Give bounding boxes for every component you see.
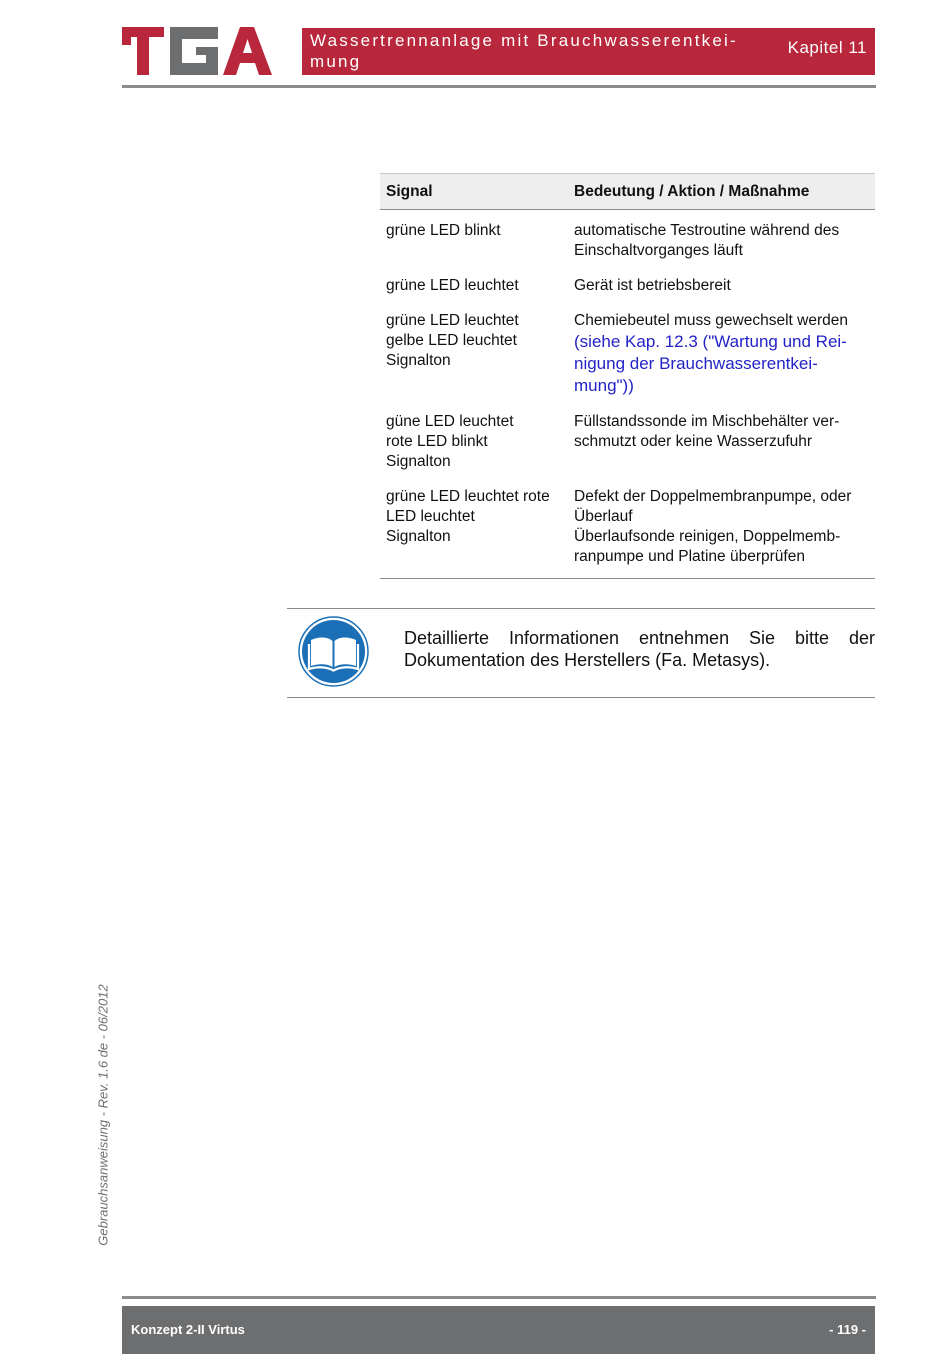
table-row [380, 401, 875, 476]
signal-cell [380, 265, 568, 300]
signal-line: gelbe LED leuchtet [386, 332, 517, 349]
meaning-line: Überlauf [574, 508, 633, 525]
signal-cell [380, 210, 568, 266]
chapter-reference-link[interactable] [574, 331, 869, 353]
document-revision-label: Gebrauchsanweisung - Rev. 1.6 de - 06/2012 [95, 984, 111, 1246]
header-title [310, 30, 780, 72]
link-prefix: ( [574, 332, 580, 351]
header-title-line: Wassertrennanlage mit Brauchwasserentkei- [310, 31, 738, 50]
meaning-line: Einschaltvorganges läuft [574, 242, 743, 259]
table-row [380, 210, 875, 266]
header-rule [122, 85, 876, 88]
signal-line: güne LED leuchtet [386, 413, 514, 430]
meaning-cell [568, 401, 875, 476]
signal-line: Signalton [386, 352, 451, 369]
page-number: - 119 - [829, 1322, 866, 1337]
signal-line: Signalton [386, 528, 451, 545]
product-name: Konzept 2-II Virtus [131, 1322, 245, 1337]
signal-cell [380, 476, 568, 579]
note-text: Detaillierte Informationen entnehmen Sie bitte der Dokumentation des Herstellers (Fa. Metasys). [404, 628, 875, 670]
meaning-cell [568, 476, 875, 579]
header-bar [302, 28, 875, 75]
meaning-cell [568, 300, 875, 401]
note-rule-bottom [287, 697, 875, 698]
chapter-label: Kapitel 11 [787, 38, 867, 57]
signal-line: Signalton [386, 453, 451, 470]
table-row [380, 476, 875, 579]
column-header-signal: Signal [380, 174, 568, 210]
signal-cell [380, 401, 568, 476]
header-title-line: mung [310, 52, 362, 71]
signal-line: rote LED blinkt [386, 433, 488, 450]
meaning-line: Gerät ist betriebsbereit [574, 277, 731, 294]
note-rule-top [287, 608, 875, 609]
signal-line: grüne LED blinkt [386, 222, 501, 239]
meaning-line: automatische Testroutine während des [574, 222, 840, 239]
book-icon [298, 616, 369, 687]
meaning-cell [568, 265, 875, 300]
meaning-line: ranpumpe und Platine überprüfen [574, 548, 805, 565]
signal-line: grüne LED leuchtet [386, 277, 519, 294]
table-header-row [380, 174, 875, 210]
table-row [380, 265, 875, 300]
link-text: siehe Kap. 12.3 ("Wartung und Rei- [579, 332, 847, 351]
signal-line: grüne LED leuchtet [386, 312, 519, 329]
meaning-line: Überlaufsonde reinigen, Doppelmemb- [574, 528, 841, 545]
chapter-reference-link[interactable]: nigung der Brauchwasserentkei- [574, 354, 818, 373]
signal-line: grüne LED leuchtet rote [386, 488, 550, 505]
meaning-line: Füllstandssonde im Mischbehälter ver- [574, 413, 840, 430]
meaning-cell [568, 210, 875, 266]
signal-cell [380, 300, 568, 401]
chapter-reference-link[interactable]: mung")) [574, 376, 634, 395]
footer-rule [122, 1296, 876, 1299]
table-row [380, 300, 875, 401]
footer-bar [122, 1306, 875, 1354]
signal-table [380, 173, 875, 579]
signal-line: LED leuchtet [386, 508, 475, 525]
column-header-meaning: Bedeutung / Aktion / Maßnahme [568, 174, 875, 210]
meaning-line: schmutzt oder keine Wasserzufuhr [574, 433, 813, 450]
meaning-line: Defekt der Doppelmembranpumpe, oder [574, 488, 852, 505]
meaning-line: Chemiebeutel muss gewechselt werden [574, 312, 848, 329]
tga-logo [122, 27, 272, 75]
